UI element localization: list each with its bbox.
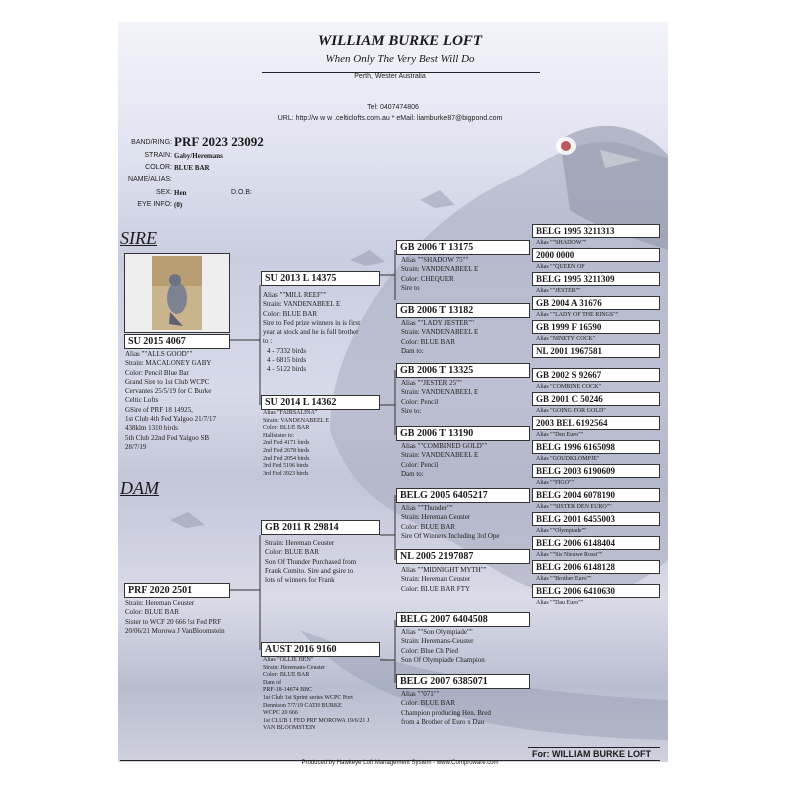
gp-detail-line: 2nd Fed 4171 birds bbox=[263, 440, 310, 447]
gp-detail-line: 4 - 5122 birds bbox=[267, 365, 307, 374]
gp-detail-line: VAN BLOOMSTEIN bbox=[263, 725, 316, 732]
ggp-details bbox=[401, 442, 535, 479]
gggp-alias: Alias ""SHADOW"" bbox=[536, 240, 587, 246]
gp-detail-line: Color: BLUE BAR bbox=[263, 309, 318, 318]
gp-detail-line: Alias "OLLIE HEN" bbox=[263, 657, 314, 663]
ggp-detail-line: Color: Pencil bbox=[401, 460, 439, 469]
gggp-alias: Alias ""FIGO"" bbox=[536, 480, 574, 486]
gp-detail-line: WCPC 20 666 bbox=[263, 710, 299, 717]
ggp-detail-line: Color: BLUE BAR bbox=[401, 522, 456, 531]
ggp-detail-line: Alias ""LADY JESTER"" bbox=[401, 319, 475, 327]
gp-detail-line: 3rd Fed 3923 birds bbox=[263, 470, 309, 477]
gp-detail-line: 1st Club 1st Sprint series WCPC Port bbox=[263, 694, 353, 701]
ggp-detail-line: Strain: VANDENABEEL E bbox=[401, 451, 479, 460]
gp-detail-line: 1st CLUB 1 FED PRF MOROWA 19/6/21 J bbox=[263, 717, 370, 724]
color-value: BLUE BAR bbox=[174, 164, 210, 172]
gggp-band: GB 2002 S 92667 bbox=[532, 368, 660, 382]
gp-details bbox=[265, 539, 395, 585]
color-label: COLOR: bbox=[145, 164, 172, 171]
ggp-detail-line: Champion producing Hen. Bred bbox=[401, 708, 491, 717]
ggp-detail-line: Dam to: bbox=[401, 469, 424, 478]
gggp-band: BELG 2004 6078190 bbox=[532, 488, 660, 502]
dam-heading: DAM bbox=[120, 478, 159, 498]
gggp-band: GB 1999 F 16590 bbox=[532, 320, 660, 334]
gggp-band: BELG 1995 3211313 bbox=[532, 224, 660, 238]
gggp-alias: Alias ""Olympiade"" bbox=[536, 528, 587, 534]
ggp-detail-line: Alias ""SHADOW 75"" bbox=[401, 256, 469, 264]
ggp-detail-line: Son Of Olympiade Champion bbox=[401, 655, 485, 664]
sire-detail-line: GSire of PRF 18 14925, bbox=[125, 405, 193, 414]
dam-detail-line: 20/06/21 Morowa J VanBloomstein bbox=[125, 626, 225, 635]
gp-detail-line: Strain: Heremans-Ceuster bbox=[263, 664, 326, 671]
sex-value: Hen bbox=[174, 189, 187, 197]
sire-detail-line: 1st Club 4th Fed Yalgoo 21/7/17 bbox=[125, 415, 217, 424]
ggp-detail-line: Strain: VANDENABEEL E bbox=[401, 328, 479, 337]
ggp-detail-line: Alias ""071"" bbox=[401, 690, 440, 698]
gggp-alias: Alias "GOING FOR GOLD" bbox=[536, 408, 606, 414]
ggp-details bbox=[401, 319, 535, 356]
ggp-detail-line: Strain: Heremans-Ceuster bbox=[401, 637, 474, 646]
gp-detail-line: 2nd Fed 2678 birds bbox=[263, 447, 310, 454]
ggp-detail-line: Dam to: bbox=[401, 346, 424, 355]
dam-detail-line: Sister to WCF 20 666 !st Fed PRF bbox=[125, 617, 222, 626]
gp-detail-line: 4 - 6815 birds bbox=[267, 356, 307, 365]
loft-title: WILLIAM BURKE LOFT bbox=[317, 33, 483, 49]
footer-divider bbox=[528, 747, 660, 748]
ggp-details bbox=[401, 690, 535, 727]
gp-detail-line: Dam of bbox=[263, 679, 282, 686]
gggp-band: BELG 1996 6165098 bbox=[532, 440, 660, 454]
gggp-band: BELG 2006 6410630 bbox=[532, 584, 660, 598]
sire-heading: SIRE bbox=[120, 228, 157, 248]
ggp-details bbox=[401, 628, 535, 665]
gp-detail-line: 2nd Fed 2054 birds bbox=[263, 455, 310, 462]
ggp-band: GB 2006 T 13175 bbox=[396, 240, 530, 255]
gggp-alias: Alias ""Sis Nieuwe Rossi"" bbox=[536, 552, 603, 558]
gp-details bbox=[263, 657, 393, 733]
gp-detail-line: lots of winners for Frank bbox=[265, 576, 335, 585]
gp-detail-line: Strain: VANDENABEEL E bbox=[263, 417, 330, 424]
sire-detail-line: Celtic Lofts bbox=[125, 396, 159, 405]
ggp-detail-line: Color: CHEQUER bbox=[401, 274, 454, 283]
gggp-alias: Alias "GOUDKLOMPJE" bbox=[536, 456, 600, 462]
gggp-alias: Alias ""JESTER"" bbox=[536, 288, 581, 294]
sire-detail-line: Strain: MACALONEY GABY bbox=[125, 359, 212, 368]
gp-detail-line: Color: BLUE BAR bbox=[263, 672, 310, 679]
gggp-band: 2003 BEL 6192564 bbox=[532, 416, 660, 430]
ggp-band: GB 2006 T 13190 bbox=[396, 426, 530, 441]
sire-band: SU 2015 4067 bbox=[124, 334, 230, 349]
ggp-detail-line: Alias ""COMBINED GOLD"" bbox=[401, 442, 488, 450]
ggp-details bbox=[401, 504, 535, 541]
gggp-band: 2000 0000 bbox=[532, 248, 660, 262]
ggp-detail-line: Color: Blue Ch Pied bbox=[401, 646, 458, 655]
gggp-alias bbox=[532, 358, 660, 368]
gggp-alias: Alias ""Dau Euro"" bbox=[536, 600, 584, 606]
gggp-band: BELG 2003 6190609 bbox=[532, 464, 660, 478]
ggp-detail-line: Strain: VANDENABEEL E bbox=[401, 388, 479, 397]
sire-detail-line: Color: Pencil Blue Bar bbox=[125, 368, 189, 377]
ggp-band: GB 2006 T 13325 bbox=[396, 363, 530, 378]
gggp-alias: Alias ""Brother Euro"" bbox=[536, 576, 592, 582]
gp-detail-line: Strain: VANDENABEEL E bbox=[263, 300, 341, 309]
ggp-details bbox=[401, 256, 535, 293]
ggp-detail-line: Sire to bbox=[401, 283, 420, 292]
sex-label: SEX: bbox=[156, 189, 172, 196]
sire-details bbox=[125, 350, 260, 452]
gp-details bbox=[263, 291, 393, 375]
sire-detail-line: 438klm 1310 birds bbox=[125, 424, 178, 433]
ggp-detail-line: Alias ""Son Olympiade"" bbox=[401, 628, 473, 636]
dam-detail-line: Color: BLUE BAR bbox=[125, 608, 180, 617]
ggp-band: BELG 2007 6404508 bbox=[396, 612, 530, 627]
gp-band: SU 2014 L 14362 bbox=[261, 395, 380, 410]
gggp-band: GB 2001 C 50246 bbox=[532, 392, 660, 406]
ggp-detail-line: Alias ""Thunder"" bbox=[401, 504, 453, 512]
location-text: Perth, Wester Australia bbox=[354, 73, 426, 80]
gggp-alias: Alias ""SISTER DEN EURO"" bbox=[536, 504, 612, 510]
gggp-column bbox=[532, 224, 660, 608]
gp-detail-line: Color: BLUE BAR bbox=[265, 548, 320, 557]
gp-detail-line: to : bbox=[263, 337, 273, 346]
contact-text: URL: http://w w w .celticlofts.com.au * eMail: liamburke87@bigpond.com bbox=[277, 115, 503, 122]
gp-detail-line: Dennison 7/7/19 CATH BURKE bbox=[263, 702, 342, 709]
ggp-detail-line: Alias ""JESTER 25"" bbox=[401, 379, 462, 387]
gggp-alias: Alias ""Den Euro"" bbox=[536, 432, 584, 438]
loft-subtitle: When Only The Very Best Will Do bbox=[325, 53, 475, 65]
name-alias-label: NAME/ALIAS: bbox=[128, 176, 172, 183]
gp-band: SU 2013 L 14375 bbox=[261, 271, 380, 286]
gggp-band: BELG 1995 3211309 bbox=[532, 272, 660, 286]
gp-detail-line: Color: BLUE BAR bbox=[263, 425, 310, 432]
band-value: PRF 2023 23092 bbox=[174, 134, 264, 149]
gp-detail-line: Alias "FAIRSALINA" bbox=[263, 410, 318, 416]
gggp-alias: Alias ""LADY OF THE RINGS"" bbox=[536, 312, 619, 318]
gggp-band: BELG 2006 6148128 bbox=[532, 560, 660, 574]
gp-band: AUST 2016 9160 bbox=[261, 642, 380, 657]
gp-detail-line: Sire to Fed prize winners in is first bbox=[263, 318, 361, 327]
ggp-detail-line: Color: Pencil bbox=[401, 397, 439, 406]
gggp-alias: Alias "NINETY COCK" bbox=[536, 336, 596, 342]
ggp-detail-line: Color: BLUE BAR bbox=[401, 337, 456, 346]
ggp-details bbox=[401, 379, 535, 416]
gp-detail-line: 3rd Fed 5196 birds bbox=[263, 463, 309, 470]
pigeon-photo-frame bbox=[124, 253, 230, 333]
gggp-band: BELG 2001 6455003 bbox=[532, 512, 660, 526]
gp-detail-line: Strain: Hereman Ceuster bbox=[265, 539, 335, 547]
ggp-detail-line: Alias ""MIDNIGHT MYTH"" bbox=[401, 566, 487, 574]
for-loft-text: For: WILLIAM BURKE LOFT bbox=[532, 749, 651, 759]
gp-detail-line: Frank Comito. Sire and gsire to bbox=[265, 566, 354, 575]
gggp-alias: Alias "COMBINE COCK" bbox=[536, 384, 601, 390]
dam-detail-line: Strain: Hereman Ceuster bbox=[125, 599, 195, 607]
strain-label: STRAIN: bbox=[144, 152, 172, 159]
ggp-band: BELG 2005 6405217 bbox=[396, 488, 530, 503]
ggp-detail-line: Sire Of Winners Including 3rd Ope bbox=[401, 531, 500, 540]
gggp-band: NL 2001 1967581 bbox=[532, 344, 660, 358]
gp-detail-line: PRF-18-14674 BBC bbox=[263, 687, 313, 694]
ggp-band: NL 2005 2197087 bbox=[396, 549, 530, 564]
ggp-detail-line: Strain: Hereman Ceuster bbox=[401, 575, 471, 584]
pigeon-photo-image bbox=[125, 254, 229, 332]
sire-detail-line: Cervantes 25/5/19 for C Burke bbox=[125, 387, 212, 396]
gp-band: GB 2011 R 29814 bbox=[261, 520, 380, 535]
gp-details bbox=[263, 410, 393, 478]
sire-detail-line: 5th Club 22nd Fed Yalgoo SB bbox=[125, 433, 210, 442]
ggp-detail-line: from a Brother of Euro x Dau bbox=[401, 717, 485, 726]
gp-detail-line: Son Of Thunder Purchased from bbox=[265, 557, 357, 566]
dam-band: PRF 2020 2501 bbox=[124, 583, 230, 598]
gp-detail-line: year at stock and he is full brother bbox=[263, 328, 359, 337]
gggp-band: BELG 2006 6148404 bbox=[532, 536, 660, 550]
sire-detail-line: 28/7/19 bbox=[125, 442, 147, 451]
ggp-detail-line: Strain: Hereman Ceuster bbox=[401, 513, 471, 522]
gp-detail-line: Halfsister to: bbox=[263, 432, 295, 439]
gggp-band: GB 2004 A 31676 bbox=[532, 296, 660, 310]
tel-text: Tel: 0407474806 bbox=[367, 104, 419, 111]
dam-details bbox=[125, 599, 260, 636]
eye-info-label: EYE INFO: bbox=[137, 201, 172, 208]
ggp-detail-line: Color: BLUE BAR bbox=[401, 699, 456, 708]
ggp-detail-line: Sire to: bbox=[401, 406, 422, 415]
eye-info-value: (0) bbox=[174, 201, 183, 209]
produced-by-text: Produced by Hawkeye Loft Management System - www.Comproware.com bbox=[301, 760, 499, 766]
gp-detail-line: 4 - 7332 birds bbox=[267, 346, 307, 355]
gp-detail-line: Alias ""MILL REEF"" bbox=[263, 291, 327, 299]
ggp-band: BELG 2007 6385071 bbox=[396, 674, 530, 689]
strain-value: Gaby/Heremans bbox=[174, 152, 223, 160]
ggp-details bbox=[401, 566, 535, 594]
sire-detail-line: Grand Sire to 1st Club WCPC bbox=[125, 377, 210, 386]
ggp-detail-line: Color: BLUE BAR FTY bbox=[401, 584, 471, 593]
dob-label: D.O.B: bbox=[231, 189, 253, 196]
gggp-alias: Alias ""QUEEN OF bbox=[536, 264, 585, 270]
ggp-band: GB 2006 T 13182 bbox=[396, 303, 530, 318]
ggp-detail-line: Strain: VANDENABEEL E bbox=[401, 265, 479, 274]
band-label: BAND/RING: bbox=[131, 139, 172, 146]
sire-detail-line: Alias ""ALLS GOOD"" bbox=[125, 350, 193, 358]
